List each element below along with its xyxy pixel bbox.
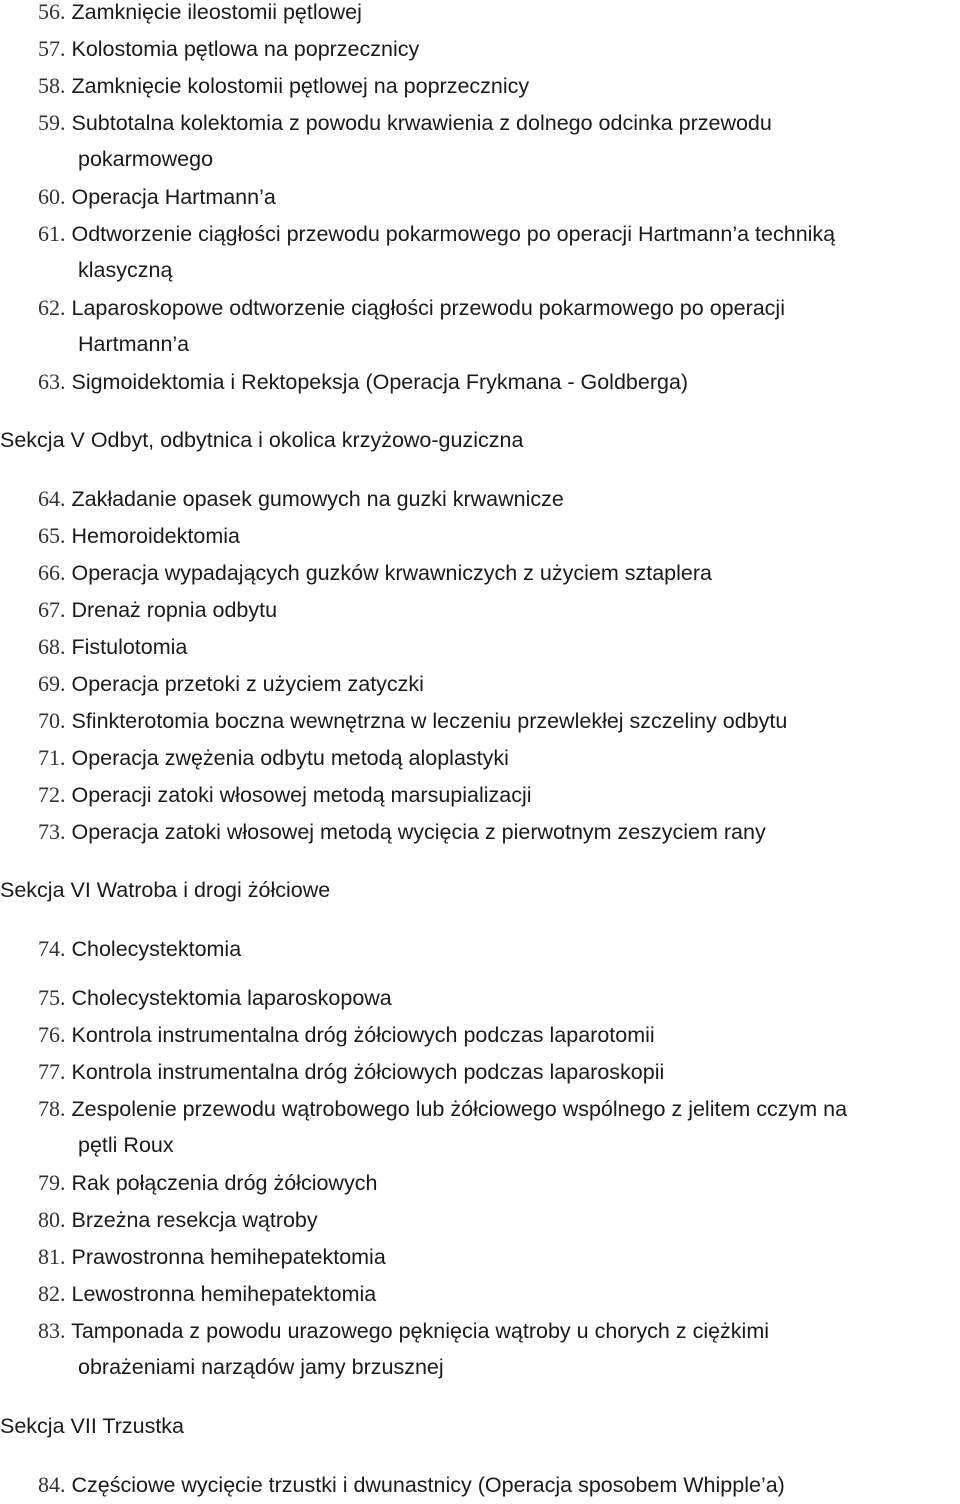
list-item	[38, 1238, 958, 1276]
item-number: 57.	[38, 36, 66, 61]
list-item-continuation: Hartmann’a	[78, 332, 190, 356]
item-number: 66.	[38, 560, 66, 585]
item-number: 61.	[38, 221, 66, 246]
list-item	[38, 591, 958, 629]
list-item	[38, 1164, 958, 1202]
item-text: Sfinkterotomia boczna wewnętrzna w leczeniu przewlekłej szczeliny odbytu	[71, 709, 788, 733]
item-number: 75.	[38, 985, 66, 1010]
item-text: Lewostronna hemihepatektomia	[71, 1282, 377, 1306]
item-text: Zamknięcie kolostomii pętlowej na poprzecznicy	[71, 74, 530, 98]
list-item	[38, 1275, 958, 1313]
item-number: 63.	[38, 369, 66, 394]
item-text: Sigmoidektomia i Rektopeksja (Operacja Frykmana - Goldberga)	[71, 370, 689, 394]
list-item	[38, 1466, 958, 1504]
item-text: Operacja wypadających guzków krwawniczych z użyciem sztaplera	[71, 561, 712, 585]
section-heading: Sekcja V Odbyt, odbytnica i okolica krzyżowo-guziczna	[0, 428, 524, 452]
list-item	[38, 1053, 958, 1091]
list-item	[38, 628, 958, 666]
item-number: 84.	[38, 1472, 66, 1497]
item-text: Zakładanie opasek gumowych na guzki krwawnicze	[71, 487, 564, 511]
item-number: 67.	[38, 597, 66, 622]
item-text: Prawostronna hemihepatektomia	[71, 1245, 386, 1269]
section-heading: Sekcja VII Trzustka	[0, 1414, 185, 1438]
item-text: Kontrola instrumentalna dróg żółciowych podczas laparotomii	[71, 1023, 655, 1047]
list-item	[38, 930, 958, 968]
item-text: Operacja przetoki z użyciem zatyczki	[71, 672, 424, 696]
item-number: 83.	[38, 1318, 66, 1343]
item-text: Rak połączenia dróg żółciowych	[71, 1171, 378, 1195]
item-number: 71.	[38, 745, 66, 770]
list-item	[38, 363, 958, 401]
item-text: Cholecystektomia laparoskopowa	[71, 986, 392, 1010]
item-number: 64.	[38, 486, 66, 511]
item-number: 58.	[38, 73, 66, 98]
list-item	[38, 178, 958, 216]
list-item	[38, 1016, 958, 1054]
list-item	[38, 480, 958, 518]
list-item-continuation: pętli Roux	[78, 1133, 174, 1157]
list-item	[38, 517, 958, 555]
item-text: Subtotalna kolektomia z powodu krwawienia z dolnego odcinka przewodu	[71, 111, 772, 135]
item-text: Kontrola instrumentalna dróg żółciowych podczas laparoskopii	[71, 1060, 665, 1084]
item-text: Drenaż ropnia odbytu	[71, 598, 278, 622]
list-item	[38, 1090, 958, 1128]
section-heading: Sekcja VI Watroba i drogi żółciowe	[0, 878, 331, 902]
item-number: 72.	[38, 782, 66, 807]
item-text: Częściowe wycięcie trzustki i dwunastnicy (Operacja sposobem Whipple’a)	[71, 1473, 785, 1497]
item-text: Laparoskopowe odtworzenie ciągłości przewodu pokarmowego po operacji	[71, 296, 785, 320]
list-item	[38, 1201, 958, 1239]
item-number: 56.	[38, 0, 66, 24]
item-number: 77.	[38, 1059, 66, 1084]
item-number: 60.	[38, 184, 66, 209]
item-number: 69.	[38, 671, 66, 696]
item-text: Operacja zatoki włosowej metodą wycięcia z pierwotnym zeszyciem rany	[71, 820, 766, 844]
list-item	[38, 813, 958, 851]
item-number: 81.	[38, 1244, 66, 1269]
list-item-continuation: obrażeniami narządów jamy brzusznej	[78, 1355, 444, 1379]
item-text: Zamknięcie ileostomii pętlowej	[71, 0, 362, 24]
item-text: Operacja Hartmann’a	[71, 185, 276, 209]
item-number: 78.	[38, 1096, 66, 1121]
item-number: 74.	[38, 936, 66, 961]
item-text: Kolostomia pętlowa na poprzecznicy	[71, 37, 420, 61]
item-number: 70.	[38, 708, 66, 733]
list-item	[38, 67, 958, 105]
item-number: 73.	[38, 819, 66, 844]
item-text: Fistulotomia	[71, 635, 188, 659]
item-text: Cholecystektomia	[71, 937, 242, 961]
list-item	[38, 289, 958, 327]
list-item	[38, 0, 958, 31]
item-text: Brzeżna resekcja wątroby	[71, 1208, 318, 1232]
item-number: 62.	[38, 295, 66, 320]
item-text: Hemoroidektomia	[71, 524, 240, 548]
list-item	[38, 739, 958, 777]
item-text: Operacja zwężenia odbytu metodą aloplastyki	[71, 746, 509, 770]
item-number: 76.	[38, 1022, 66, 1047]
item-number: 80.	[38, 1207, 66, 1232]
list-item	[38, 554, 958, 592]
list-item	[38, 1312, 958, 1350]
item-number: 79.	[38, 1170, 66, 1195]
item-number: 82.	[38, 1281, 66, 1306]
list-item	[38, 104, 958, 142]
list-item	[38, 30, 958, 68]
item-text: Zespolenie przewodu wątrobowego lub żółciowego wspólnego z jelitem cczym na	[71, 1097, 848, 1121]
item-text: Odtworzenie ciągłości przewodu pokarmowego po operacji Hartmann’a techniką	[71, 222, 836, 246]
item-text: Operacji zatoki włosowej metodą marsupializacji	[71, 783, 532, 807]
list-item	[38, 776, 958, 814]
list-item	[38, 665, 958, 703]
list-item	[38, 702, 958, 740]
list-item	[38, 979, 958, 1017]
item-number: 68.	[38, 634, 66, 659]
item-number: 59.	[38, 110, 66, 135]
item-number: 65.	[38, 523, 66, 548]
list-item-continuation: klasyczną	[78, 258, 173, 282]
item-text: Tamponada z powodu urazowego pęknięcia wątroby u chorych z ciężkimi	[71, 1319, 770, 1343]
list-item	[38, 215, 958, 253]
list-item-continuation: pokarmowego	[78, 147, 214, 171]
